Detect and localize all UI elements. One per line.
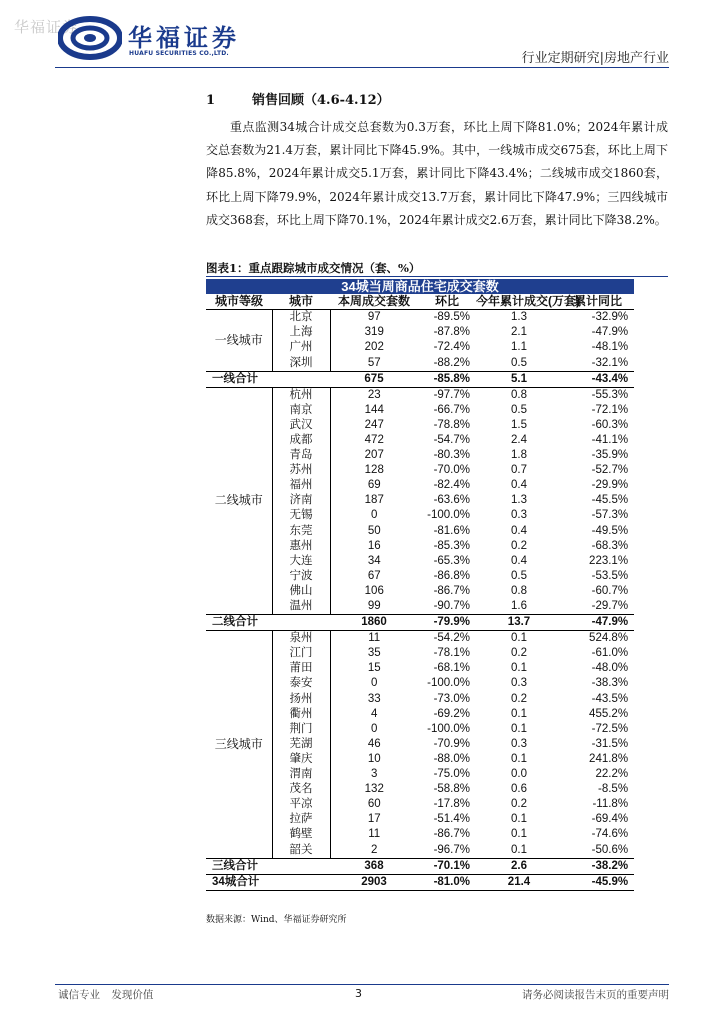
weekly-sales: 187 [364,494,384,507]
city-name: 渭南 [272,767,330,782]
city-sales-table [206,279,634,891]
ytd-sales: 0.1 [511,843,527,856]
week-over-week: -87.8% [433,326,470,339]
week-over-week: -82.4% [433,479,470,492]
city-name: 泰安 [272,676,330,691]
ytd-sales: 1.8 [511,449,527,462]
week-over-week: -81.6% [433,524,470,537]
city-name: 鹤壁 [272,827,330,842]
weekly-sales: 0 [371,509,378,522]
city-name: 福州 [272,478,330,493]
ytd-sales: 2.1 [511,326,527,339]
weekly-sales: 46 [367,737,381,750]
watermark: 华福证券 [14,18,79,36]
city-name: 北京 [272,310,330,326]
subtotal-label: 三线合计 [206,858,330,874]
ytd-sales: 1.3 [511,311,527,324]
table-row [206,631,634,647]
ytd-sales: 1.3 [511,494,527,507]
ytd-yoy: -57.3% [591,509,629,522]
ytd-yoy: -72.5% [591,722,629,735]
week-over-week: -17.8% [433,798,470,811]
ytd-sales: 0.3 [511,509,527,522]
week-over-week: -75.0% [433,768,470,781]
weekly-sales: 675 [330,371,418,387]
ytd-sales: 0.3 [511,677,527,690]
week-over-week: -85.8% [418,371,476,387]
weekly-sales: 67 [367,569,381,582]
weekly-sales: 17 [367,813,381,826]
week-over-week: -79.9% [418,615,476,631]
column-header: 本周成交套数 [330,294,418,310]
ytd-yoy: -29.9% [591,479,629,492]
city-tier: 一线城市 [206,310,272,371]
subtotal-label: 一线合计 [206,371,330,387]
week-over-week: -100.0% [427,677,470,690]
city-name: 南京 [272,403,330,418]
ytd-sales: 0.6 [511,783,527,796]
week-over-week: -68.1% [433,662,470,675]
ytd-sales: 0.3 [511,737,527,750]
city-name: 惠州 [272,539,330,554]
weekly-sales: 11 [368,632,381,645]
footer-slogan-2: 发现价值 [111,989,154,1001]
weekly-sales: 57 [367,356,381,369]
ytd-yoy: -68.3% [591,539,629,552]
ytd-sales: 0.5 [511,403,527,416]
week-over-week: -73.0% [433,692,470,705]
ytd-yoy: -48.0% [591,662,629,675]
weekly-sales: 99 [367,600,381,613]
week-over-week: -86.7% [433,584,470,597]
logo-swirl-icon [58,16,122,60]
city-name: 广州 [272,340,330,355]
ytd-sales: 0.1 [511,828,527,841]
week-over-week: -90.7% [433,600,470,613]
ytd-sales: 2.6 [476,858,562,874]
city-tier: 二线城市 [206,387,272,614]
column-header: 环比 [418,294,476,310]
column-header: 城市 [272,294,330,310]
ytd-yoy: -47.9% [591,326,629,339]
city-name: 拉萨 [272,812,330,827]
column-header: 今年累计成交(万套) [476,294,580,309]
week-over-week: -54.7% [433,433,470,446]
week-over-week: -80.3% [433,449,470,462]
week-over-week: -72.4% [433,341,470,354]
ytd-yoy: -74.6% [591,828,629,841]
ytd-yoy: -43.4% [562,371,634,387]
city-name: 衢州 [272,707,330,722]
logo-english-name: HUAFU SECURITIES CO.,LTD. [129,50,229,57]
week-over-week: -63.6% [433,494,470,507]
city-name: 青岛 [272,448,330,463]
city-name: 芜湖 [272,737,330,752]
week-over-week: -65.3% [433,554,470,567]
weekly-sales: 207 [364,449,384,462]
weekly-sales: 11 [368,828,381,841]
report-category: 行业定期研究|房地产行业 [521,51,669,66]
weekly-sales: 15 [367,662,381,675]
total-label: 34城合计 [206,874,330,890]
subtotal-label: 二线合计 [206,615,330,631]
weekly-sales: 132 [364,783,384,796]
city-name: 上海 [272,325,330,340]
ytd-yoy: -72.1% [591,403,629,416]
data-source: 数据来源：Wind、华福证券研究所 [206,915,347,925]
ytd-yoy: 524.8% [589,632,629,645]
ytd-yoy: -47.9% [562,615,634,631]
city-name: 佛山 [272,584,330,599]
ytd-yoy: -41.1% [591,433,629,446]
week-over-week: -88.2% [433,356,470,369]
ytd-sales: 0.4 [511,554,527,567]
ytd-sales: 1.6 [511,600,527,613]
week-over-week: -78.1% [433,647,470,660]
summary-paragraph: 重点监测34城合计成交总套数为0.3万套，环比上周下降81.0%；2024年累计成交总套数为21.4万套，累计同比下降45.9%。其中，一线城市成交675套，环比上周下降85.8%，2024年累计成交5.1万套，累计同比下降43.4%；二线城市成交1860套，环比上周下降79.9%，2024年累计成交13.7万套，累计同比下降47.9%；三四线城市成交368套，环比上周下降70.1%，2024年累计成交2.6万套，累计同比下降38.2%。 [206,120,668,227]
city-name: 东莞 [272,524,330,539]
ytd-yoy: -45.5% [591,494,629,507]
week-over-week: -70.1% [418,858,476,874]
ytd-sales: 0.0 [511,768,527,781]
ytd-sales: 0.1 [511,707,527,720]
ytd-sales: 21.4 [476,874,562,890]
city-name: 深圳 [272,355,330,371]
weekly-sales: 33 [367,692,381,705]
logo-chinese-name: 华福证券 [128,23,240,52]
city-name: 济南 [272,493,330,508]
weekly-sales: 97 [367,311,381,324]
ytd-sales: 0.2 [511,647,527,660]
week-over-week: -96.7% [433,843,470,856]
week-over-week: -78.8% [433,418,470,431]
city-name: 韶关 [272,842,330,858]
ytd-sales: 0.5 [511,569,527,582]
city-name: 肇庆 [272,752,330,767]
subtotal-row [206,371,634,387]
ytd-yoy: -49.5% [591,524,629,537]
table-row [206,387,634,403]
column-header: 城市等级 [206,294,272,310]
weekly-sales: 144 [364,403,384,416]
company-logo [58,14,248,64]
figure-title: 图表1：重点跟踪城市成交情况（套、%） [206,261,421,275]
section-number: 1 [206,93,216,108]
week-over-week: -100.0% [427,509,470,522]
ytd-sales: 5.1 [476,371,562,387]
subtotal-row [206,858,634,874]
weekly-sales: 4 [371,707,378,720]
city-name: 杭州 [272,387,330,403]
ytd-sales: 0.7 [511,464,527,477]
weekly-sales: 3 [371,768,378,781]
ytd-yoy: -35.9% [591,449,629,462]
header-divider [55,67,669,68]
city-tier: 三线城市 [206,631,272,858]
ytd-sales: 1.1 [511,341,527,354]
week-over-week: -86.8% [433,569,470,582]
weekly-sales: 128 [364,464,384,477]
ytd-yoy: -60.3% [591,418,629,431]
ytd-sales: 0.2 [511,539,527,552]
table-title: 34城当周商品住宅成交套数 [206,279,634,294]
weekly-sales: 2903 [330,874,418,890]
weekly-sales: 69 [367,479,381,492]
total-row [206,874,634,890]
weekly-sales: 247 [364,418,384,431]
ytd-sales: 0.1 [511,722,527,735]
week-over-week: -70.0% [433,464,470,477]
ytd-yoy: 455.2% [589,707,629,720]
city-name: 泉州 [272,631,330,647]
ytd-yoy: -32.9% [591,311,629,324]
week-over-week: -81.0% [418,874,476,890]
ytd-yoy: -11.8% [592,798,629,811]
weekly-sales: 23 [367,388,381,401]
ytd-yoy: -53.5% [591,569,629,582]
week-over-week: -69.2% [433,707,470,720]
ytd-yoy: -29.7% [591,600,629,613]
weekly-sales: 1860 [330,615,418,631]
ytd-sales: 0.1 [511,752,527,765]
weekly-sales: 50 [367,524,381,537]
ytd-sales: 0.8 [511,584,527,597]
table-row [206,310,634,326]
city-name: 扬州 [272,692,330,707]
city-name: 无锡 [272,508,330,523]
ytd-yoy: -55.3% [591,388,629,401]
week-over-week: -54.2% [433,632,470,645]
ytd-yoy: 223.1% [589,554,629,567]
city-name: 宁波 [272,569,330,584]
city-name: 大连 [272,554,330,569]
ytd-yoy: -48.1% [591,341,629,354]
weekly-sales: 368 [330,858,418,874]
city-name: 莆田 [272,661,330,676]
ytd-sales: 13.7 [476,615,562,631]
city-name: 茂名 [272,782,330,797]
ytd-sales: 0.1 [511,662,527,675]
section-heading [206,89,390,108]
ytd-sales: 2.4 [511,433,527,446]
ytd-yoy: -61.0% [591,647,629,660]
ytd-sales: 0.2 [511,798,527,811]
weekly-sales: 10 [367,752,381,765]
weekly-sales: 34 [367,554,381,567]
ytd-yoy: -52.7% [591,464,629,477]
ytd-yoy: -32.1% [591,356,629,369]
ytd-sales: 0.4 [511,524,527,537]
week-over-week: -89.5% [433,311,470,324]
weekly-sales: 35 [367,647,381,660]
ytd-sales: 0.8 [511,388,527,401]
city-name: 荆门 [272,722,330,737]
week-over-week: -70.9% [433,737,470,750]
page-number: 3 [355,987,362,1000]
ytd-yoy: -69.4% [591,813,629,826]
ytd-sales: 0.4 [511,479,527,492]
weekly-sales: 16 [367,539,381,552]
ytd-yoy: -60.7% [591,584,629,597]
city-name: 成都 [272,433,330,448]
weekly-sales: 2 [371,843,378,856]
ytd-sales: 0.1 [511,813,527,826]
footer-slogan-1: 诚信专业 [58,989,100,1001]
ytd-sales: 0.2 [511,692,527,705]
ytd-yoy: -50.6% [591,843,629,856]
week-over-week: -66.7% [433,403,470,416]
week-over-week: -51.4% [433,813,470,826]
week-over-week: -88.0% [433,752,470,765]
figure-divider [206,276,668,277]
weekly-sales: 0 [371,722,378,735]
ytd-yoy: -43.5% [591,692,629,705]
weekly-sales: 0 [371,677,378,690]
footer-divider [55,984,669,985]
ytd-yoy: 241.8% [589,752,629,765]
ytd-yoy: -8.5% [598,783,629,796]
weekly-sales: 106 [364,584,384,597]
weekly-sales: 319 [364,326,384,339]
city-name: 江门 [272,646,330,661]
week-over-week: -97.7% [433,388,470,401]
ytd-yoy: -45.9% [562,874,634,890]
weekly-sales: 60 [367,798,381,811]
city-name: 武汉 [272,418,330,433]
week-over-week: -85.3% [433,539,470,552]
footer-slogan [58,987,153,1002]
weekly-sales: 472 [364,433,384,446]
section-title: 销售回顾（4.6-4.12） [252,93,390,108]
week-over-week: -100.0% [427,722,470,735]
week-over-week: -86.7% [433,828,470,841]
city-name: 平凉 [272,797,330,812]
footer-disclaimer: 请务必阅读报告末页的重要声明 [522,989,669,1001]
ytd-sales: 0.5 [511,356,527,369]
weekly-sales: 202 [364,341,384,354]
ytd-sales: 0.1 [511,632,527,645]
city-name: 苏州 [272,463,330,478]
city-name: 温州 [272,599,330,615]
subtotal-row [206,615,634,631]
ytd-yoy: -38.2% [562,858,634,874]
ytd-yoy: -31.5% [591,737,629,750]
ytd-yoy: 22.2% [595,768,629,781]
ytd-yoy: -38.3% [591,677,629,690]
ytd-sales: 1.5 [511,418,527,431]
column-header: 累计同比 [562,294,634,310]
week-over-week: -58.8% [433,783,470,796]
